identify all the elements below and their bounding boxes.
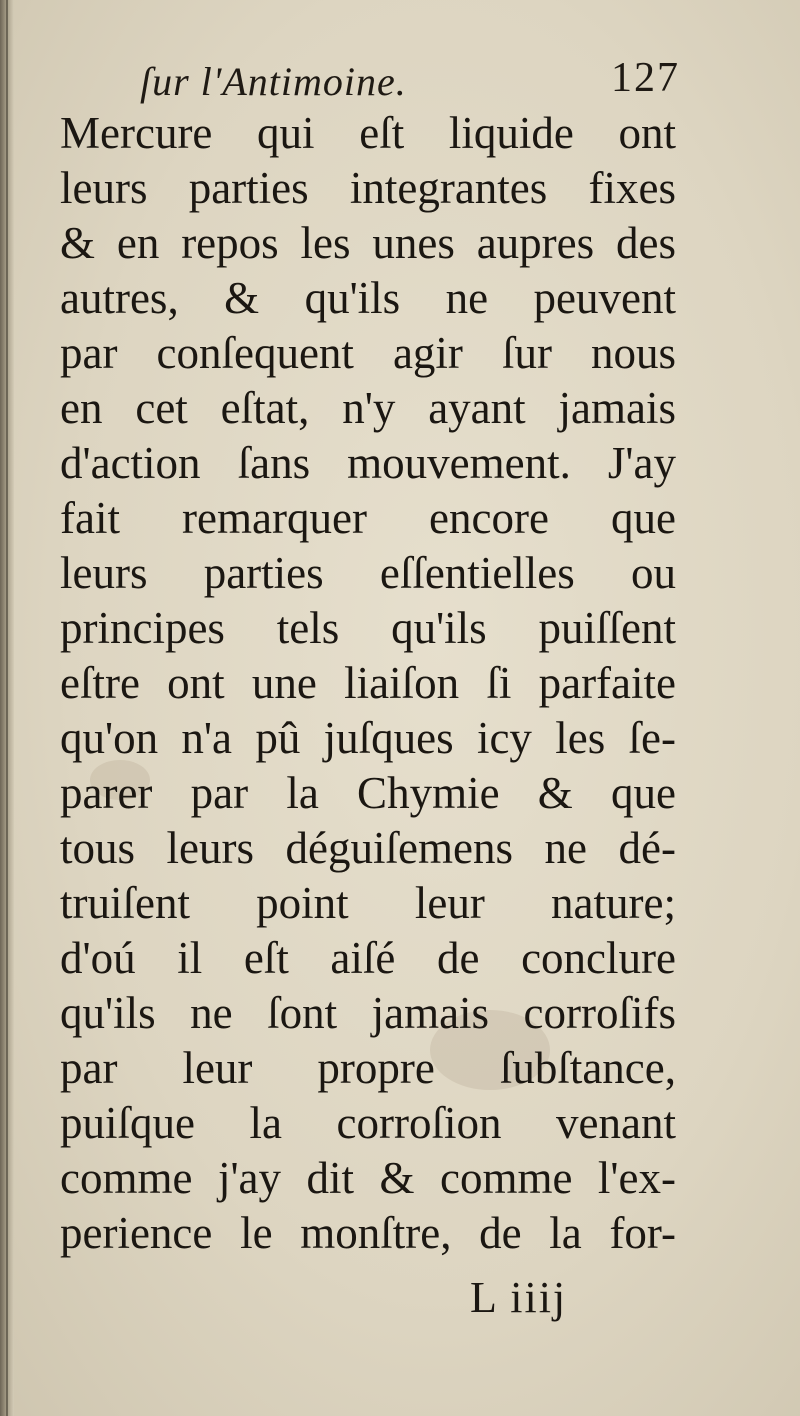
- text-line: qu'ils ne ſont jamais corroſifs: [60, 988, 676, 1038]
- text-line: par leur propre ſubſtance,: [60, 1043, 676, 1093]
- text-line: qu'on n'a pû juſques icy les ſe-: [60, 713, 676, 763]
- text-line: eſtre ont une liaiſon ſi parfaite: [60, 658, 676, 708]
- text-line: & en repos les unes aupres des: [60, 218, 676, 268]
- text-line: leurs parties integrantes fixes: [60, 163, 676, 213]
- text-line: par conſequent agir ſur nous: [60, 328, 676, 378]
- text-line: principes tels qu'ils puiſſent: [60, 603, 676, 653]
- running-head-title: ſur l'Antimoine.: [140, 59, 407, 104]
- text-line: Mercure qui eſt liquide ont: [60, 108, 676, 158]
- text-line: comme j'ay dit & comme l'ex-: [60, 1153, 676, 1203]
- body-text: [60, 106, 676, 1261]
- text-line: fait remarquer encore que: [60, 493, 676, 543]
- running-head: [140, 55, 680, 108]
- text-line: autres, & qu'ils ne peuvent: [60, 273, 676, 323]
- page-number: 127: [611, 55, 680, 101]
- text-line: tous leurs déguiſemens ne dé-: [60, 823, 676, 873]
- text-line: d'action ſans mouvement. J'ay: [60, 438, 676, 488]
- text-line: truiſent point leur nature;: [60, 878, 676, 928]
- text-line: perience le monſtre, de la for-: [60, 1208, 676, 1258]
- text-line: en cet eſtat, n'y ayant jamais: [60, 383, 676, 433]
- binding-edge: [6, 0, 8, 1416]
- text-line: parer par la Chymie & que: [60, 768, 676, 818]
- text-line: puiſque la corroſion venant: [60, 1098, 676, 1148]
- signature-catchword: L iiij: [470, 1273, 568, 1322]
- text-line: d'oú il eſt aiſé de conclure: [60, 933, 676, 983]
- text-line: leurs parties eſſentielles ou: [60, 548, 676, 598]
